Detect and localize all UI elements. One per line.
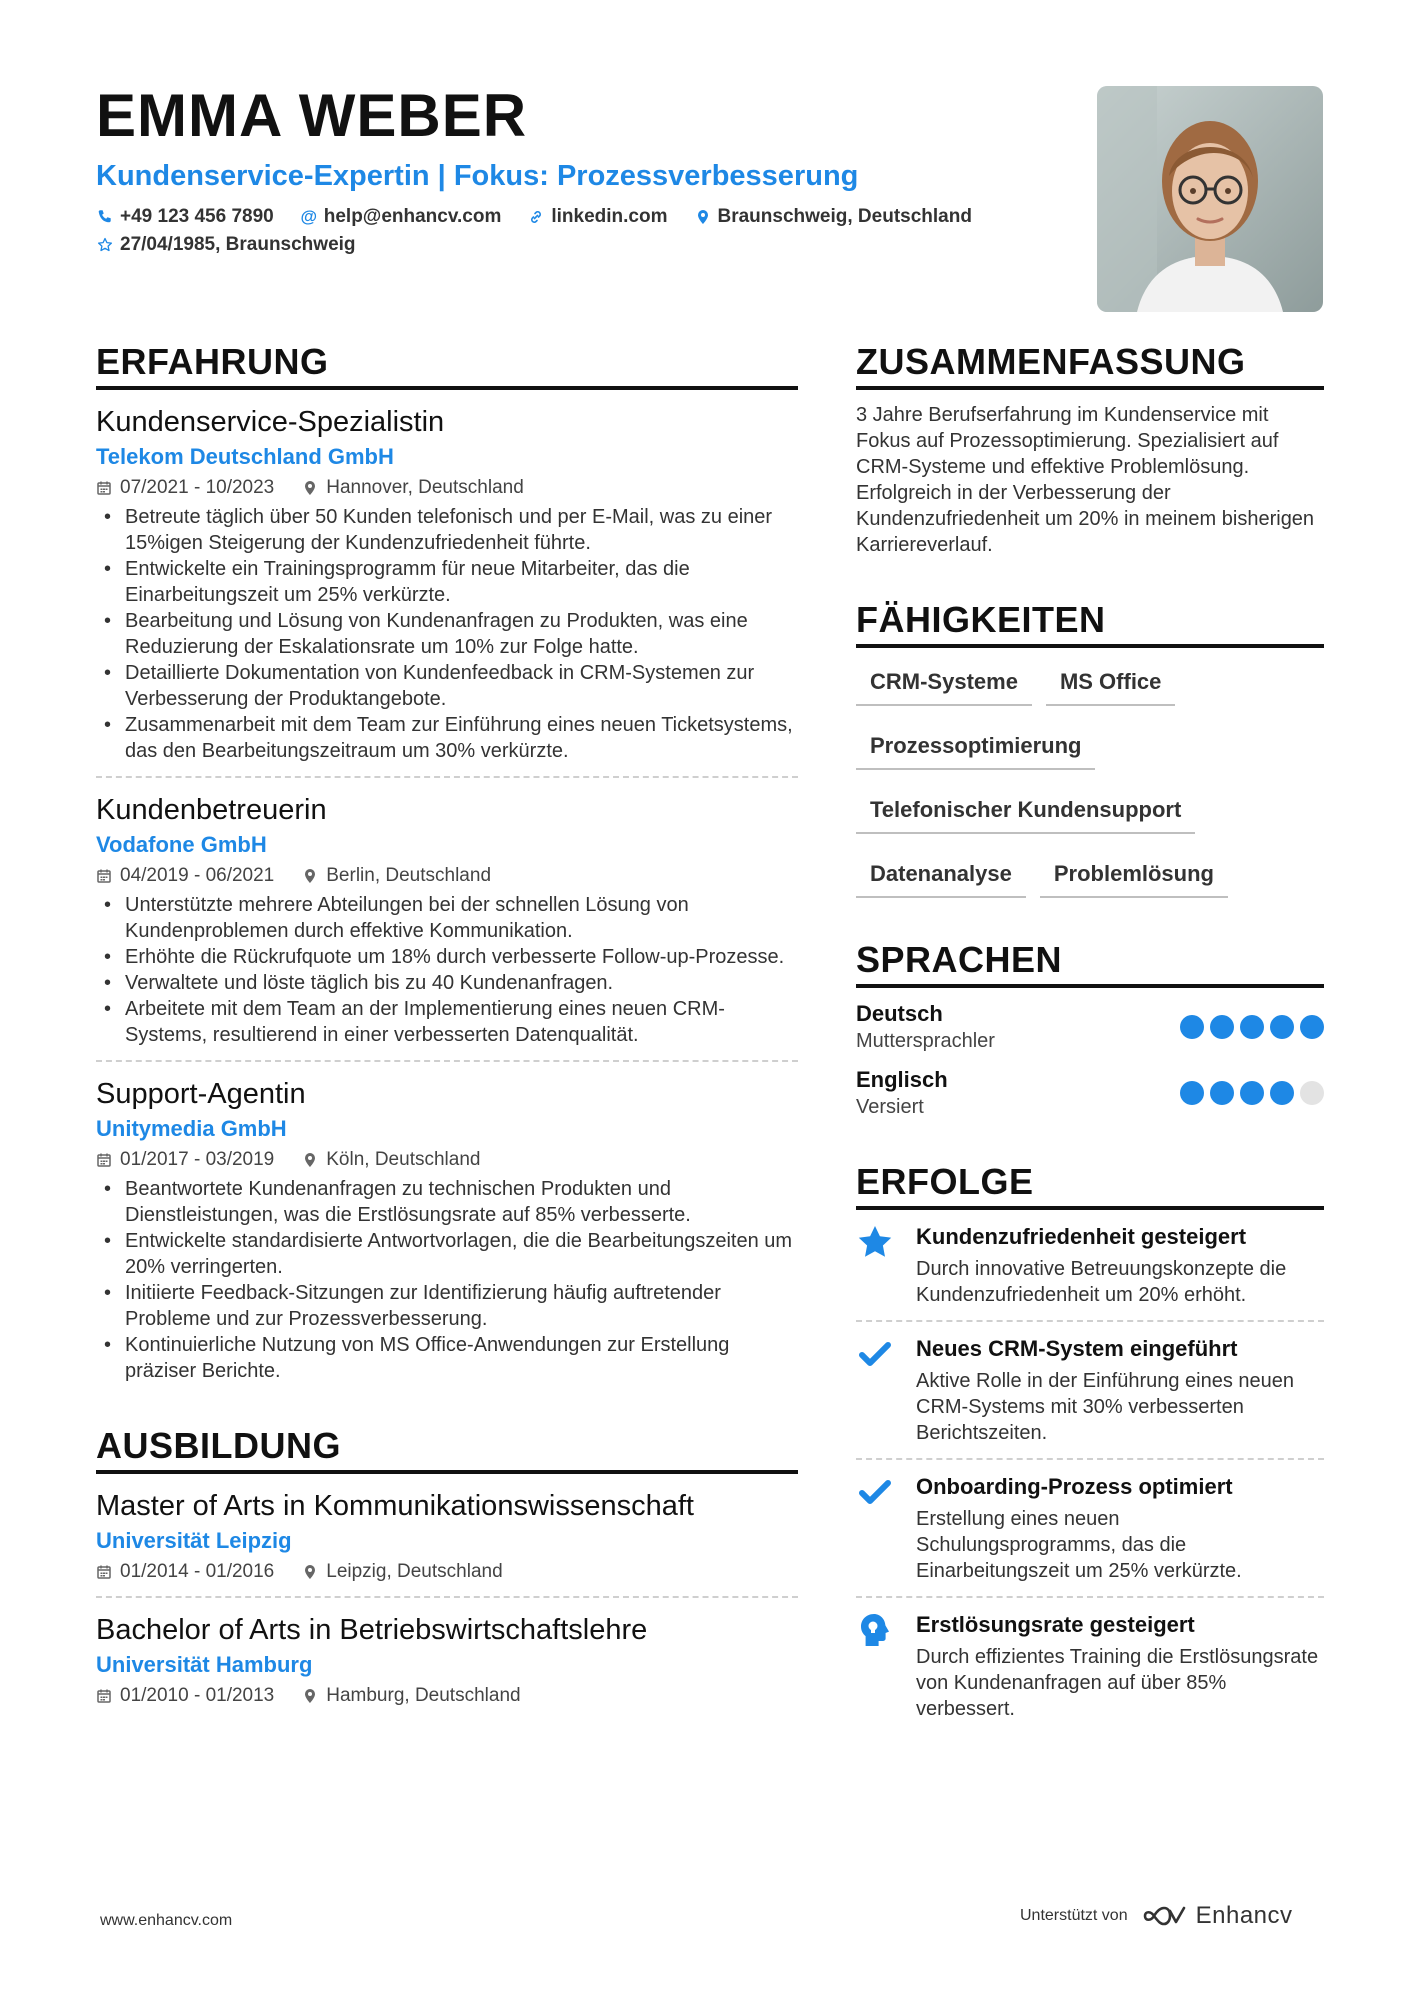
language-name: Englisch [856, 1067, 948, 1092]
profile-photo [1097, 86, 1323, 312]
education-location: Hamburg, Deutschland [302, 1682, 520, 1710]
headline: Kundenservice-Expertin | Fokus: Prozessverbesserung [96, 160, 859, 192]
summary-text: 3 Jahre Berufserfahrung im Kundenservice mit Fokus auf Prozessoptimierung. Spezialisiert auf CRM-Systeme und effektive Problemlösung. Erfolgreich in der Verbesserung der Kundenzufriedenheit um 20% in meinem bisherigen Karriereverlauf. [856, 404, 1315, 556]
calendar-icon [96, 1152, 112, 1168]
candidate-name: EMMA WEBER [96, 82, 528, 149]
experience-section-title: ERFAHRUNG [96, 340, 798, 390]
star-outline-icon [96, 237, 114, 253]
language-rating [1180, 1015, 1324, 1039]
bullet-item: • Unterstützte mehrere Abteilungen bei der schnellen Lösung von Kundenproblemen durch effektive Kommunikation. [96, 892, 798, 944]
job-dates: 07/2021 - 10/2023 [96, 474, 274, 502]
job-location: Berlin, Deutschland [302, 862, 491, 890]
location-pin-icon [302, 1152, 318, 1168]
skills-section-title: FÄHIGKEITEN [856, 598, 1324, 648]
head-idea-icon [856, 1610, 894, 1722]
education-section-title: AUSBILDUNG [96, 1424, 798, 1474]
contact-linkedin[interactable] [527, 206, 667, 228]
bullet-item: • Bearbeitung und Lösung von Kundenanfragen zu Produkten, was eine Reduzierung der Eskalationsrate um 10% zur Folge hatte. [96, 608, 798, 660]
language-name: Deutsch [856, 1001, 943, 1026]
achievement-item [856, 1460, 1324, 1598]
resume-header [96, 84, 1056, 256]
skill-tag: Telefonischer Kundensupport [856, 792, 1195, 834]
language-entry [856, 1066, 1324, 1120]
language-entry [856, 1000, 1324, 1054]
job-location: Köln, Deutschland [302, 1146, 480, 1174]
job-bullets [96, 892, 798, 1048]
job-entry [96, 390, 798, 778]
achievement-desc: Durch effizientes Training die Erstlösungsrate von Kundenanfragen auf über 85% verbessert. [916, 1646, 1319, 1720]
achievement-item [856, 1322, 1324, 1460]
check-icon [856, 1334, 894, 1446]
languages-section-title: SPRACHEN [856, 938, 1324, 988]
location-pin-icon [302, 480, 318, 496]
bullet-item: • Betreute täglich über 50 Kunden telefonisch und per E-Mail, was zu einer 15%igen Steigerung der Kundenzufriedenheit führte. [96, 504, 798, 556]
calendar-icon [96, 1688, 112, 1704]
location-pin-icon [302, 1688, 318, 1704]
company-name: Vodafone GmbH [96, 832, 267, 857]
brand-logo[interactable] [1142, 1902, 1293, 1930]
bullet-item: • Verwaltete und löste täglich bis zu 40 Kundenanfragen. [96, 970, 798, 996]
education-entry [96, 1474, 798, 1598]
education-dates: 01/2010 - 01/2013 [96, 1682, 274, 1710]
company-name: Telekom Deutschland GmbH [96, 444, 394, 469]
contact-location [694, 206, 972, 228]
contact-list [96, 206, 1056, 256]
bullet-item: • Erhöhte die Rückrufquote um 18% durch verbesserte Follow-up-Prozesse. [96, 944, 798, 970]
education-meta [96, 1558, 798, 1586]
achievement-title: Erstlösungsrate gesteigert [916, 1612, 1195, 1637]
degree-title: Master of Arts in Kommunikationswissenschaft [96, 1490, 694, 1522]
phone-icon [96, 209, 114, 225]
job-title: Support-Agentin [96, 1078, 306, 1110]
location-pin-icon [302, 868, 318, 884]
location-pin-icon [694, 209, 712, 225]
school-name: Universität Leipzig [96, 1528, 292, 1553]
company-name: Unitymedia GmbH [96, 1116, 287, 1141]
rating-dot-filled [1240, 1015, 1264, 1039]
phone-text: +49 123 456 7890 [120, 206, 274, 227]
achievement-item [856, 1598, 1324, 1734]
rating-dot-filled [1270, 1081, 1294, 1105]
skill-tag: MS Office [1046, 664, 1175, 706]
achievement-desc: Erstellung eines neuen Schulungsprogramms, das die Einarbeitungszeit um 25% verkürzte. [916, 1508, 1242, 1582]
job-bullets [96, 504, 798, 764]
location-text: Braunschweig, Deutschland [717, 206, 972, 227]
at-icon: @ [300, 207, 318, 226]
location-pin-icon [302, 1564, 318, 1580]
language-rating [1180, 1081, 1324, 1105]
school-name: Universität Hamburg [96, 1652, 313, 1677]
birth-text: 27/04/1985, Braunschweig [120, 234, 356, 255]
rating-dot-filled [1180, 1015, 1204, 1039]
job-dates: 01/2017 - 03/2019 [96, 1146, 274, 1174]
brand-name: Enhancv [1195, 1902, 1293, 1929]
education-meta [96, 1682, 798, 1710]
linkedin-text[interactable]: linkedin.com [551, 206, 668, 227]
rating-dot-filled [1270, 1015, 1294, 1039]
rating-dot-filled [1210, 1015, 1234, 1039]
education-dates: 01/2014 - 01/2016 [96, 1558, 274, 1586]
achievement-desc: Durch innovative Betreuungskonzepte die Kundenzufriedenheit um 20% erhöht. [916, 1258, 1287, 1306]
contact-phone [96, 206, 274, 228]
footer-powered [1020, 1902, 1293, 1930]
bullet-item: • Zusammenarbeit mit dem Team zur Einführung eines neuen Ticketsystems, das den Bearbeitungszeitraum um 30% verkürzte. [96, 712, 798, 764]
job-meta [96, 474, 798, 502]
footer-website[interactable]: www.enhancv.com [100, 1912, 233, 1929]
job-entry [96, 1062, 798, 1396]
bullet-item: • Arbeitete mit dem Team an der Implementierung eines neuen CRM-Systems, resultierend in einer verbesserten Datenqualität. [96, 996, 798, 1048]
job-title: Kundenbetreuerin [96, 794, 327, 826]
rating-dot-filled [1240, 1081, 1264, 1105]
language-level: Versiert [856, 1096, 924, 1118]
achievement-desc: Aktive Rolle in der Einführung eines neuen CRM-Systems mit 30% verbesserten Berichtszeiten. [916, 1370, 1295, 1444]
job-meta [96, 1146, 798, 1174]
achievement-item [856, 1210, 1324, 1322]
calendar-icon [96, 868, 112, 884]
achievement-title: Kundenzufriedenheit gesteigert [916, 1224, 1247, 1249]
contact-birth [96, 234, 356, 256]
job-title: Kundenservice-Spezialistin [96, 406, 445, 438]
language-level: Muttersprachler [856, 1030, 995, 1052]
skill-tag: CRM-Systeme [856, 664, 1032, 706]
bullet-item: • Initiierte Feedback-Sitzungen zur Identifizierung häufig auftretender Probleme und zur Prozessverbesserung. [96, 1280, 798, 1332]
achievements-section-title: ERFOLGE [856, 1160, 1324, 1210]
job-meta [96, 862, 798, 890]
skill-tag: Prozessoptimierung [856, 728, 1095, 770]
skills-list [856, 664, 1324, 898]
achievement-title: Neues CRM-System eingeführt [916, 1336, 1238, 1361]
education-location: Leipzig, Deutschland [302, 1558, 502, 1586]
achievement-title: Onboarding-Prozess optimiert [916, 1474, 1233, 1499]
rating-dot-filled [1210, 1081, 1234, 1105]
rating-dot-filled [1300, 1015, 1324, 1039]
right-column [856, 340, 1324, 1734]
education-entry [96, 1598, 798, 1720]
degree-title: Bachelor of Arts in Betriebswirtschaftslehre [96, 1614, 648, 1646]
bullet-item: • Detaillierte Dokumentation von Kundenfeedback in CRM-Systemen zur Verbesserung der Produktangebote. [96, 660, 798, 712]
rating-dot-empty [1300, 1081, 1324, 1105]
job-entry [96, 778, 798, 1062]
contact-email[interactable] [300, 206, 502, 228]
rating-dot-filled [1180, 1081, 1204, 1105]
bullet-item: • Kontinuierliche Nutzung von MS Office-Anwendungen zur Erstellung präziser Berichte. [96, 1332, 798, 1384]
calendar-icon [96, 1564, 112, 1580]
powered-by-text: Unterstützt von [1020, 1907, 1128, 1924]
job-dates: 04/2019 - 06/2021 [96, 862, 274, 890]
bullet-item: • Entwickelte standardisierte Antwortvorlagen, die die Bearbeitungszeiten um 20% verringerten. [96, 1228, 798, 1280]
skill-tag: Datenanalyse [856, 856, 1026, 898]
enhancv-logo-icon [1142, 1904, 1188, 1928]
bullet-item: • Beantwortete Kundenanfragen zu technischen Produkten und Dienstleistungen, was die Erstlösungsrate auf 85% verbesserte. [96, 1176, 798, 1228]
job-bullets [96, 1176, 798, 1384]
check-icon [856, 1472, 894, 1584]
star-icon [856, 1222, 894, 1308]
summary-section-title: ZUSAMMENFASSUNG [856, 340, 1324, 390]
job-location: Hannover, Deutschland [302, 474, 524, 502]
skill-tag: Problemlösung [1040, 856, 1228, 898]
left-column [96, 340, 798, 1720]
link-icon [527, 209, 545, 225]
calendar-icon [96, 480, 112, 496]
bullet-item: • Entwickelte ein Trainingsprogramm für neue Mitarbeiter, das die Einarbeitungszeit um 25% verkürzte. [96, 556, 798, 608]
email-text[interactable]: help@enhancv.com [323, 206, 502, 227]
